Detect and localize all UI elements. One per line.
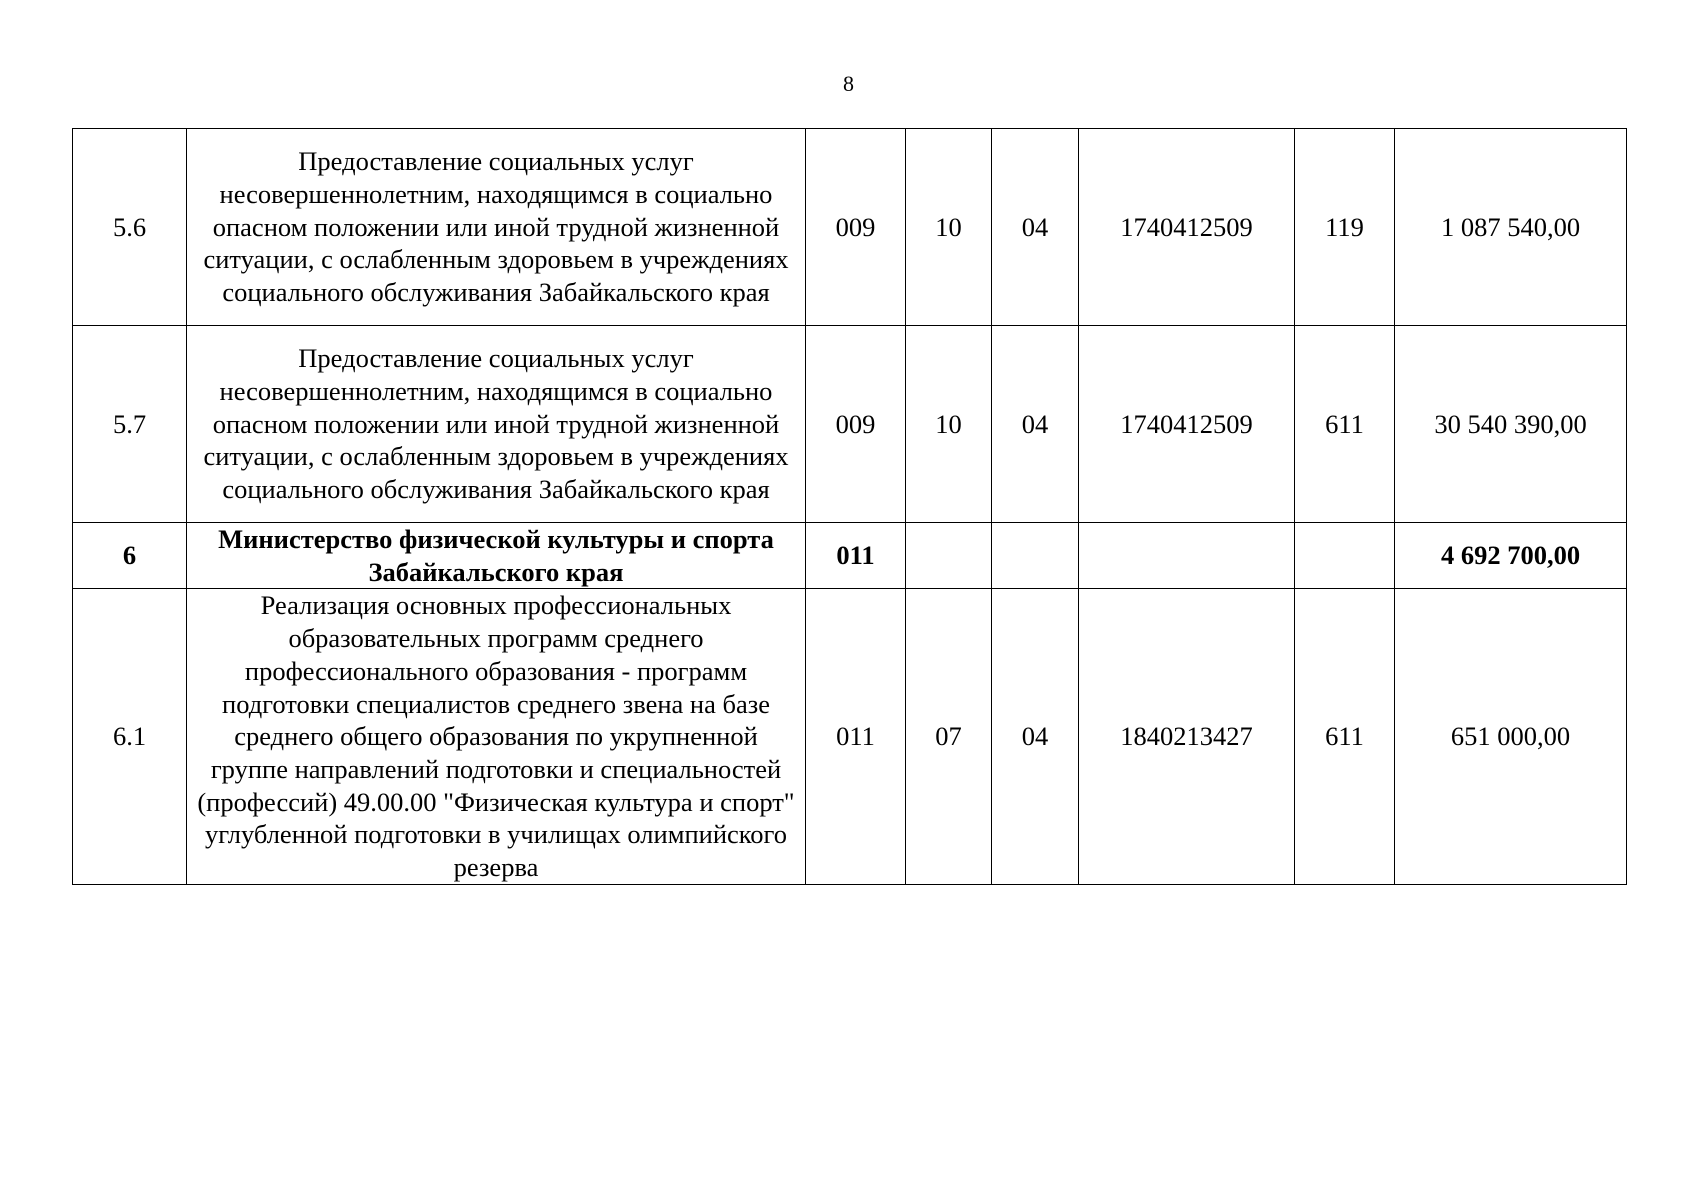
row-name: Предоставление социальных услуг несовершеннолетним, находящимся в социально опасном положении или иной трудной жизненной ситуации, с ослабленным здоровьем в учреждениях социального обслуживания Забайкальского края [187, 129, 806, 326]
expense-type-code: 611 [1295, 589, 1395, 884]
table-row [73, 523, 1627, 589]
target-article-code: 1740412509 [1079, 326, 1295, 523]
grbs-code: 009 [806, 129, 906, 326]
section-code: 10 [906, 129, 992, 326]
target-article-code [1079, 523, 1295, 589]
section-code: 10 [906, 326, 992, 523]
row-name: Министерство физической культуры и спорта Забайкальского края [187, 523, 806, 589]
expense-type-code: 611 [1295, 326, 1395, 523]
row-name: Предоставление социальных услуг несовершеннолетним, находящимся в социально опасном положении или иной трудной жизненной ситуации, с ослабленным здоровьем в учреждениях социального обслуживания Забайкальского края [187, 326, 806, 523]
subsection-code: 04 [992, 326, 1079, 523]
grbs-code: 011 [806, 589, 906, 884]
amount: 1 087 540,00 [1395, 129, 1627, 326]
section-code: 07 [906, 589, 992, 884]
subsection-code [992, 523, 1079, 589]
subsection-code: 04 [992, 589, 1079, 884]
target-article-code: 1840213427 [1079, 589, 1295, 884]
section-code [906, 523, 992, 589]
table-row [73, 589, 1627, 884]
budget-table [72, 128, 1627, 885]
amount: 30 540 390,00 [1395, 326, 1627, 523]
row-number: 6.1 [73, 589, 187, 884]
amount: 4 692 700,00 [1395, 523, 1627, 589]
grbs-code: 009 [806, 326, 906, 523]
row-name: Реализация основных профессиональных образовательных программ среднего профессионального образования - программ подготовки специалистов среднего звена на базе среднего общего образования по укрупненной группе направлений подготовки и специальностей (профессий) 49.00.00 "Физическая культура и спорт" углубленной подготовки в училищах олимпийского резерва [187, 589, 806, 884]
page-number: 8 [843, 71, 854, 96]
grbs-code: 011 [806, 523, 906, 589]
table-row [73, 326, 1627, 523]
row-number: 5.6 [73, 129, 187, 326]
subsection-code: 04 [992, 129, 1079, 326]
expense-type-code [1295, 523, 1395, 589]
table-row [73, 129, 1627, 326]
target-article-code: 1740412509 [1079, 129, 1295, 326]
amount: 651 000,00 [1395, 589, 1627, 884]
row-number: 5.7 [73, 326, 187, 523]
expense-type-code: 119 [1295, 129, 1395, 326]
row-number: 6 [73, 523, 187, 589]
